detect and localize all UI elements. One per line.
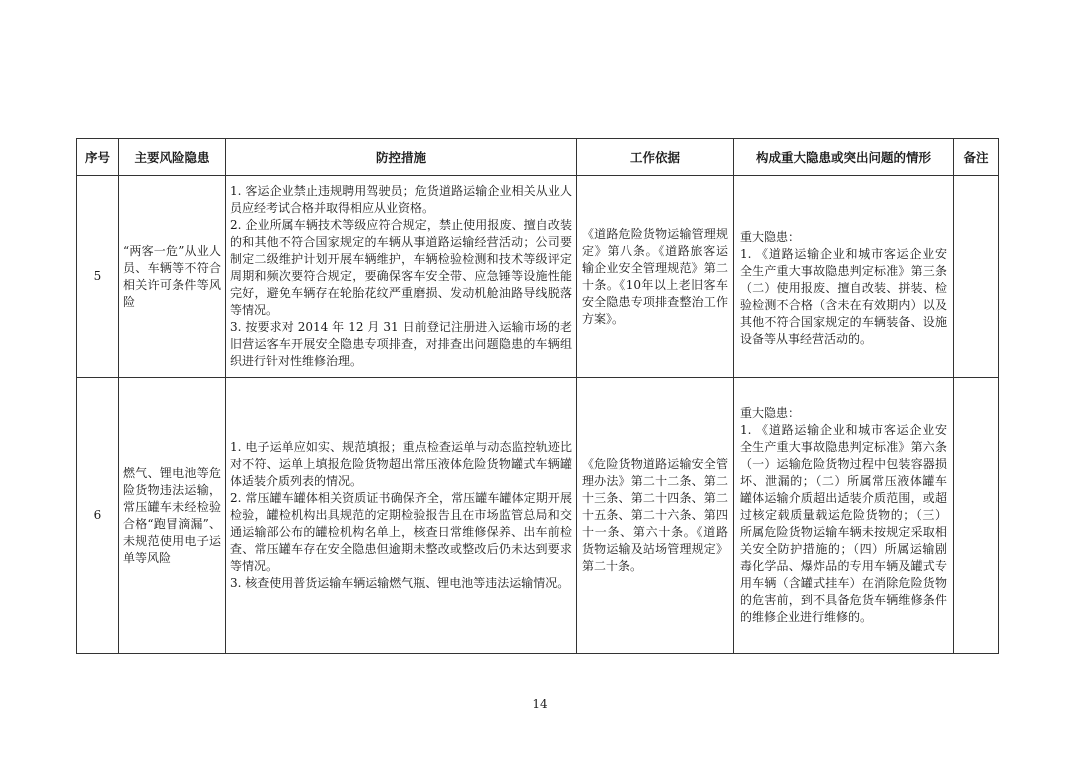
- header-work-basis: 工作依据: [577, 139, 734, 176]
- row-serial-no: 5: [77, 176, 119, 378]
- header-main-risk: 主要风险隐患: [119, 139, 226, 176]
- row-remark: [954, 176, 999, 378]
- row-control-measures: [226, 176, 577, 378]
- measure-item: 1. 电子运单应如实、规范填报；重点检查运单与动态监控轨迹比对不符、运单上填报危险货物超出常压液体危险货物罐式车辆罐体适装介质列表的情况。: [230, 440, 572, 488]
- hazard-heading: 重大隐患：: [740, 406, 801, 420]
- row-main-risk: 燃气、锂电池等危险货物违法运输，常压罐车未经检验合格“跑冒滴漏”、未规范使用电子运单等风险: [119, 378, 226, 654]
- page-number: 14: [532, 697, 548, 711]
- hazard-heading: 重大隐患：: [740, 230, 801, 244]
- measure-item: 1. 客运企业禁止违规聘用驾驶员；危货道路运输企业相关从业人员应经考试合格并取得相应从业资格。: [230, 184, 572, 215]
- header-remarks: 备注: [954, 139, 999, 176]
- row-work-basis: 《危险货物道路运输安全管理办法》第二十二条、第二十三条、第二十四条、第二十五条、第二十六条、第四十一条、第六十条。《道路货物运输及站场管理规定》第二十条。: [577, 378, 734, 654]
- risk-control-table: [76, 138, 999, 654]
- row-major-hazard: [734, 378, 954, 654]
- row-work-basis: 《道路危险货物运输管理规定》第八条。《道路旅客运输企业安全管理规范》第二十条。《10年以上老旧客车安全隐患专项排查整治工作方案》。: [577, 176, 734, 378]
- measure-item: 2. 企业所属车辆技术等级应符合规定，禁止使用报废、擅自改装的和其他不符合国家规定的车辆从事道路运输经营活动；公司要制定二级维护计划开展车辆维护，车辆检验检测和技术等级评定周期和频次要符合规定，要确保客车安全带、应急锤等设施性能完好，避免车辆存在轮胎花纹严重磨损、发动机舱油路导线脱落等情况。: [230, 218, 572, 317]
- row-control-measures: [226, 378, 577, 654]
- measure-item: 3. 核查使用普货运输车辆运输燃气瓶、锂电池等违法运输情况。: [230, 576, 570, 590]
- header-major-hazard-situations: 构成重大隐患或突出问题的情形: [734, 139, 954, 176]
- header-serial-no: 序号: [77, 139, 119, 176]
- table-row: [77, 176, 999, 378]
- row-main-risk: “两客一危”从业人员、车辆等不符合相关许可条件等风险: [119, 176, 226, 378]
- header-control-measures: 防控措施: [226, 139, 577, 176]
- table-header-row: [77, 139, 999, 176]
- row-serial-no: 6: [77, 378, 119, 654]
- measure-item: 3. 按要求对 2014 年 12 月 31 日前登记注册进入运输市场的老旧营运客车开展安全隐患专项排查，对排查出问题隐患的车辆组织进行针对性维修治理。: [230, 320, 572, 368]
- row-remark: [954, 378, 999, 654]
- table-row: [77, 378, 999, 654]
- hazard-item: 1. 《道路运输企业和城市客运企业安全生产重大事故隐患判定标准》第六条（一）运输危险货物过程中包装容器损坏、泄漏的；（二）所属常压液体罐车罐体运输介质超出适装介质范围，或超过核定载质量载运危险货物的；（三）所属危险货物运输车辆未按规定采取相关安全防护措施的；（四）所属运输剧毒化学品、爆炸品的专用车辆及罐式专用车辆（含罐式挂车）在消除危险货物的危害前，到不具备危货车辆维修条件的维修企业进行维修的。: [740, 423, 947, 624]
- row-major-hazard: [734, 176, 954, 378]
- hazard-item: 1. 《道路运输企业和城市客运企业安全生产重大事故隐患判定标准》第三条（二）使用报废、擅自改装、拼装、检验检测不合格（含未在有效期内）以及其他不符合国家规定的车辆装备、设施设备等从事经营活动的。: [740, 247, 947, 346]
- measure-item: 2. 常压罐车罐体相关资质证书确保齐全，常压罐车罐体定期开展检验，罐检机构出具规范的定期检验报告且在市场监管总局和交通运输部公布的罐检机构名单上，核查日常维修保养、出车前检查、常压罐车存在安全隐患但逾期未整改或整改后仍未达到要求等情况。: [230, 491, 572, 573]
